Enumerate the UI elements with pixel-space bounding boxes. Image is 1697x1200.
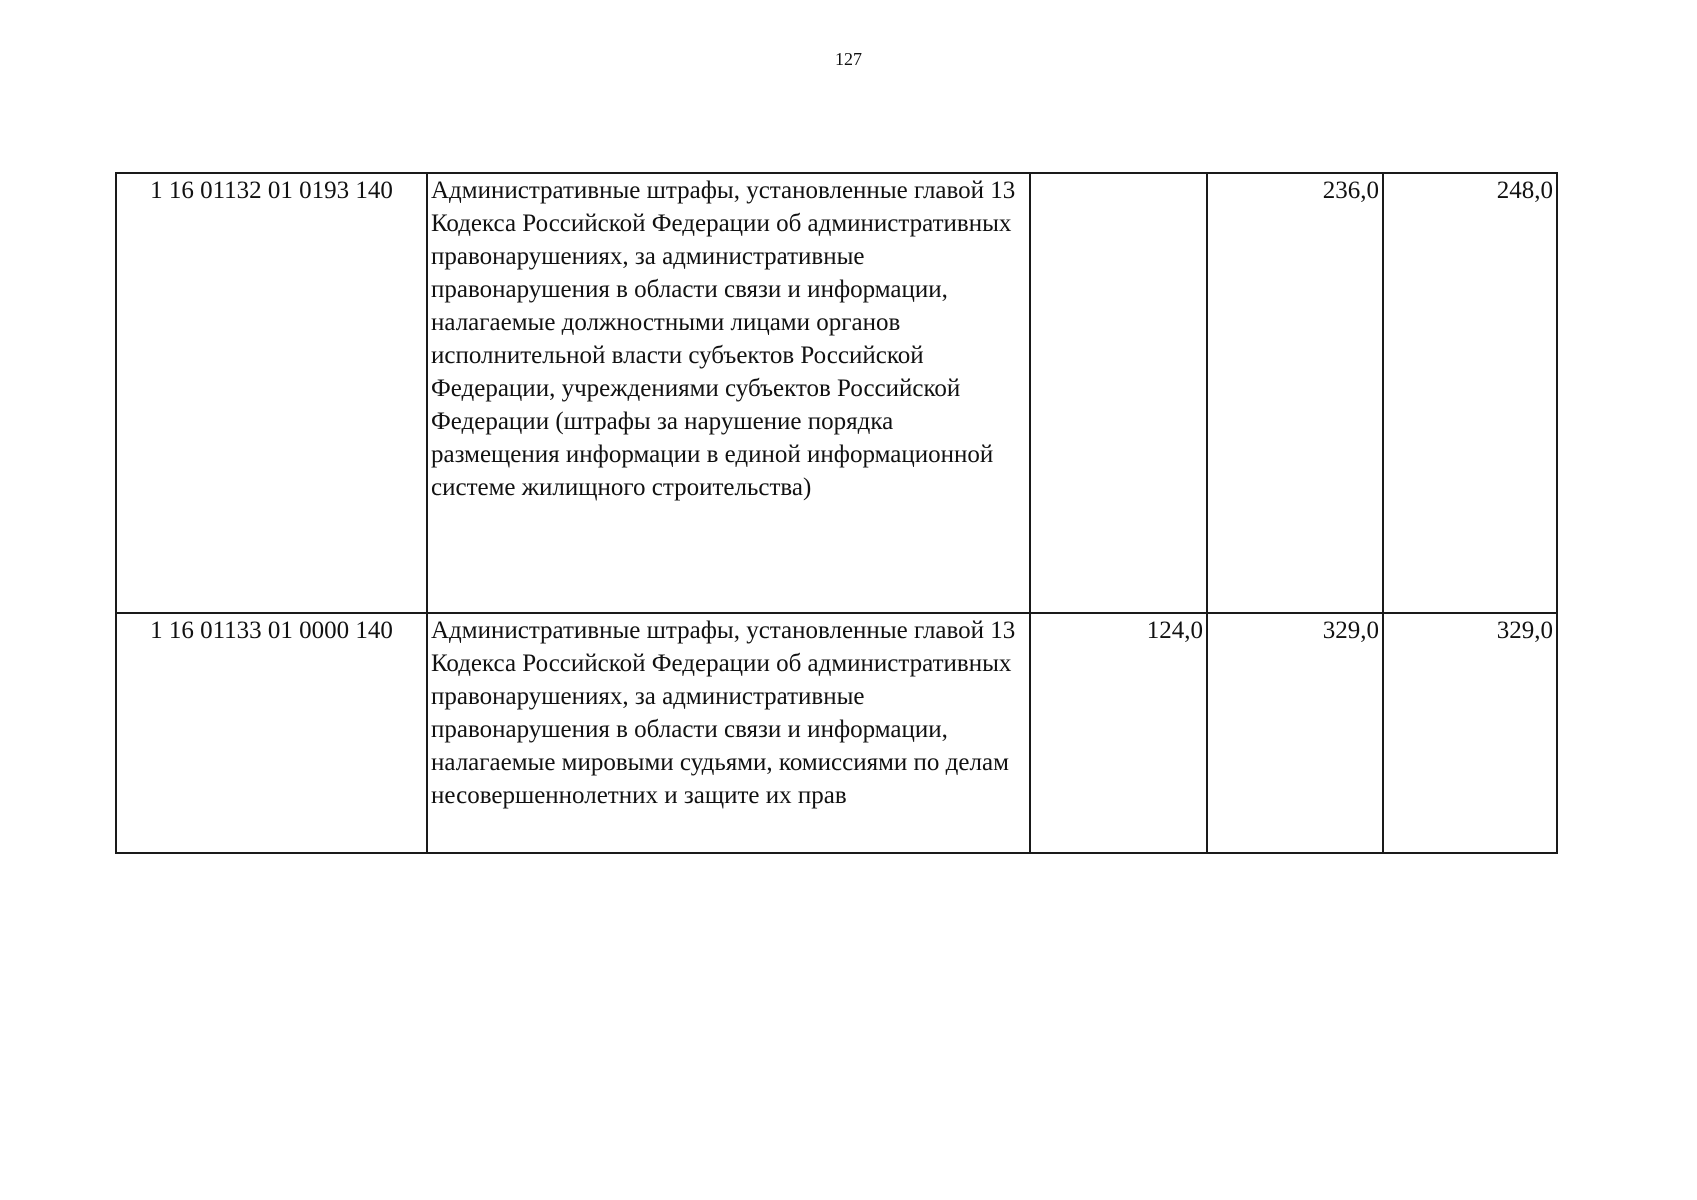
budget-code-cell: 1 16 01133 01 0000 140 [116,613,427,853]
revenue-name-cell: Административные штрафы, установленные главой 13 Кодекса Российской Федерации об административных правонарушениях, за административные правонарушения в области связи и информации, налагаемые мировыми судьями, комиссиями по делам несовершеннолетних и защите их прав [427,613,1030,853]
revenue-name-cell: Административные штрафы, установленные главой 13 Кодекса Российской Федерации об административных правонарушениях, за административные правонарушения в области связи и информации, налагаемые должностными лицами органов исполнительной власти субъектов Российской Федерации, учреждениями субъектов Российской Федерации (штрафы за нарушение порядка размещения информации в единой информационной системе жилищного строительства) [427,173,1030,613]
table-row [116,613,1557,853]
value-cell-year-1: 124,0 [1030,613,1207,853]
page-number: 127 [835,49,862,69]
value-cell-year-3: 248,0 [1383,173,1557,613]
value-cell-year-2: 329,0 [1207,613,1383,853]
value-cell-year-1 [1030,173,1207,613]
revenue-table [115,172,1558,854]
value-cell-year-2: 236,0 [1207,173,1383,613]
budget-code-cell: 1 16 01132 01 0193 140 [116,173,427,613]
value-cell-year-3: 329,0 [1383,613,1557,853]
table-row [116,173,1557,613]
